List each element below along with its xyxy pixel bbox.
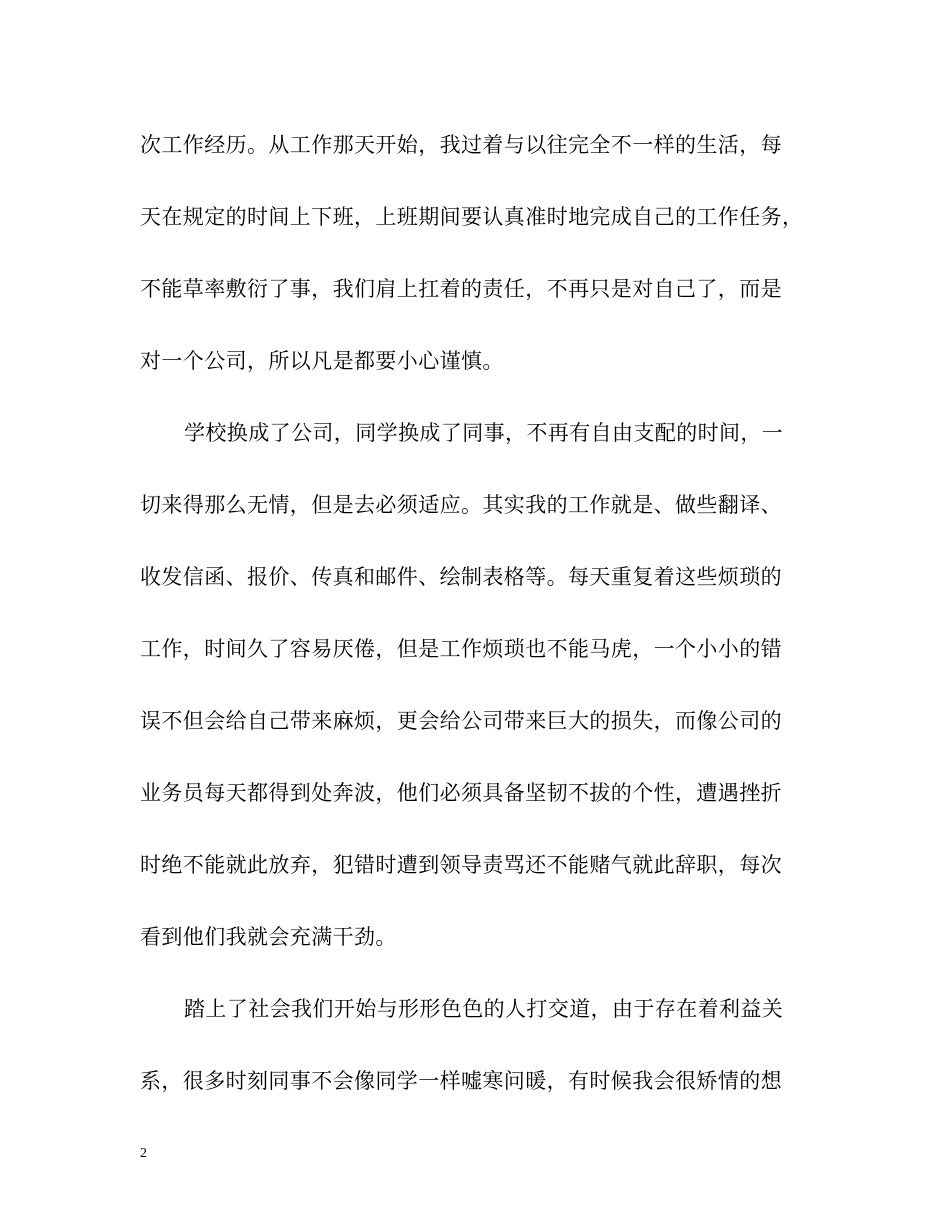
paragraph-2-line-2: 切来得那么无情，但是去必须适应。其实我的工作就是、做些翻译、: [140, 493, 782, 517]
paragraph-2-line-8: 看到他们我就会充满干劲。: [140, 925, 397, 949]
paragraph-2-line-6: 业务员每天都得到处奔波，他们必须具备坚韧不拔的个性，遭遇挫折: [140, 781, 782, 805]
paragraph-2-line-7: 时绝不能就此放弃，犯错时遭到领导责骂还不能赌气就此辞职，每次: [140, 853, 782, 877]
paragraph-2-line-5: 误不但会给自己带来麻烦，更会给公司带来巨大的损失，而像公司的: [140, 709, 782, 733]
paragraph-2-line-3: 收发信函、报价、传真和邮件、绘制表格等。每天重复着这些烦琐的: [140, 565, 782, 589]
paragraph-3-line-2: 系，很多时刻同事不会像同学一样嘘寒问暖，有时候我会很矫情的想: [140, 1069, 782, 1093]
paragraph-2-line-4: 工作，时间久了容易厌倦，但是工作烦琐也不能马虎，一个小小的错: [140, 637, 782, 661]
paragraph-2-line-1: 学校换成了公司，同学换成了同事，不再有自由支配的时间，一: [184, 421, 784, 445]
page-number: 2: [140, 1146, 147, 1161]
paragraph-1-line-1: 次工作经历。从工作那天开始，我过着与以往完全不一样的生活，每: [140, 133, 782, 157]
paragraph-1-line-3: 不能草率敷衍了事，我们肩上扛着的责任，不再只是对自己了，而是: [140, 277, 782, 301]
paragraph-3-line-1: 踏上了社会我们开始与形形色色的人打交道，由于存在着利益关: [184, 997, 784, 1021]
paragraph-1-line-2: 天在规定的时间上下班，上班期间要认真准时地完成自己的工作任务，: [140, 205, 804, 229]
paragraph-1-line-4: 对一个公司，所以凡是都要小心谨慎。: [140, 349, 504, 373]
